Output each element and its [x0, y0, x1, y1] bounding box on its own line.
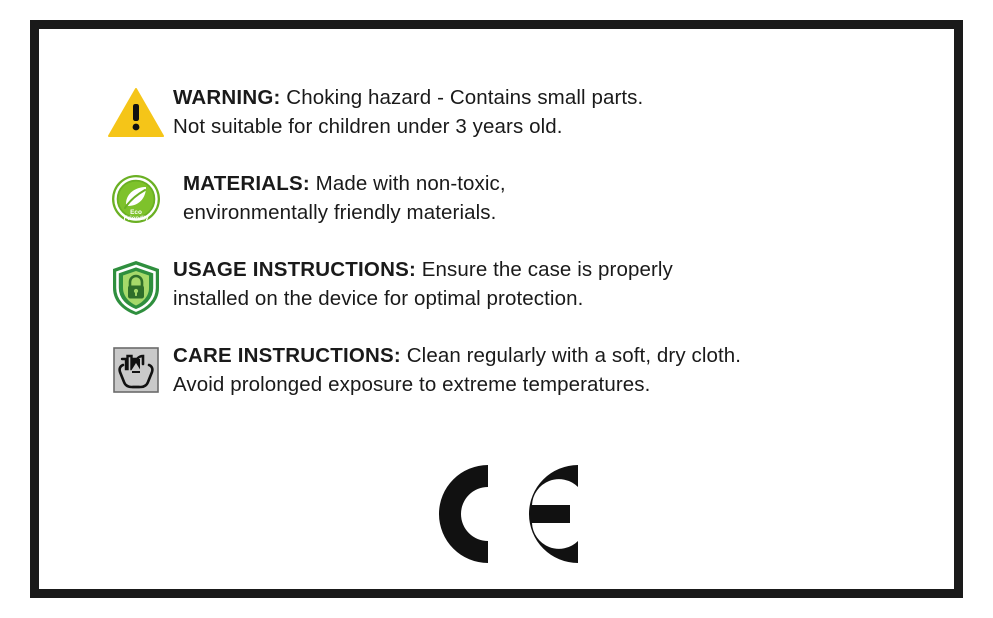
label-row-warning: [99, 81, 929, 153]
warning-line-2: Not suitable for children under 3 years old.: [173, 115, 563, 138]
warning-line-1: [173, 83, 929, 112]
materials-heading: MATERIALS:: [183, 172, 310, 195]
svg-text:Eco: Eco: [130, 209, 142, 216]
materials-line-1: [179, 169, 929, 198]
shield-lock-icon: [99, 253, 173, 317]
care-text: [173, 339, 929, 399]
materials-text: [173, 167, 929, 227]
label-row-care: [99, 339, 929, 411]
handle-with-care-hands-icon: [99, 339, 173, 395]
materials-line-1-rest: Made with non-toxic,: [309, 172, 506, 195]
usage-line-1: [173, 255, 929, 284]
care-heading: CARE INSTRUCTIONS:: [173, 344, 401, 367]
usage-line-1-rest: Ensure the case is properly: [415, 258, 673, 281]
svg-text:Friendly: Friendly: [123, 215, 149, 222]
usage-heading: USAGE INSTRUCTIONS:: [173, 258, 416, 281]
care-line-2: Avoid prolonged exposure to extreme temperatures.: [173, 373, 651, 396]
warning-text: [173, 81, 929, 141]
label-row-materials: [99, 167, 929, 239]
warning-line-1-rest: Choking hazard - Contains small parts.: [280, 86, 644, 109]
eco-friendly-leaf-badge-icon: [99, 167, 173, 225]
label-row-usage: [99, 253, 929, 325]
usage-line-2: installed on the device for optimal protection.: [173, 287, 584, 310]
warning-heading: WARNING:: [173, 86, 281, 109]
care-line-1-rest: Clean regularly with a soft, dry cloth.: [400, 344, 742, 367]
label-rows: [99, 81, 929, 425]
ce-mark-area: [39, 455, 954, 573]
usage-text: [173, 253, 929, 313]
ce-mark-icon: [412, 455, 582, 573]
product-label-card: [30, 20, 963, 598]
materials-line-2: environmentally friendly materials.: [183, 201, 497, 224]
care-line-1: [173, 341, 929, 370]
warning-triangle-icon: [99, 81, 173, 139]
